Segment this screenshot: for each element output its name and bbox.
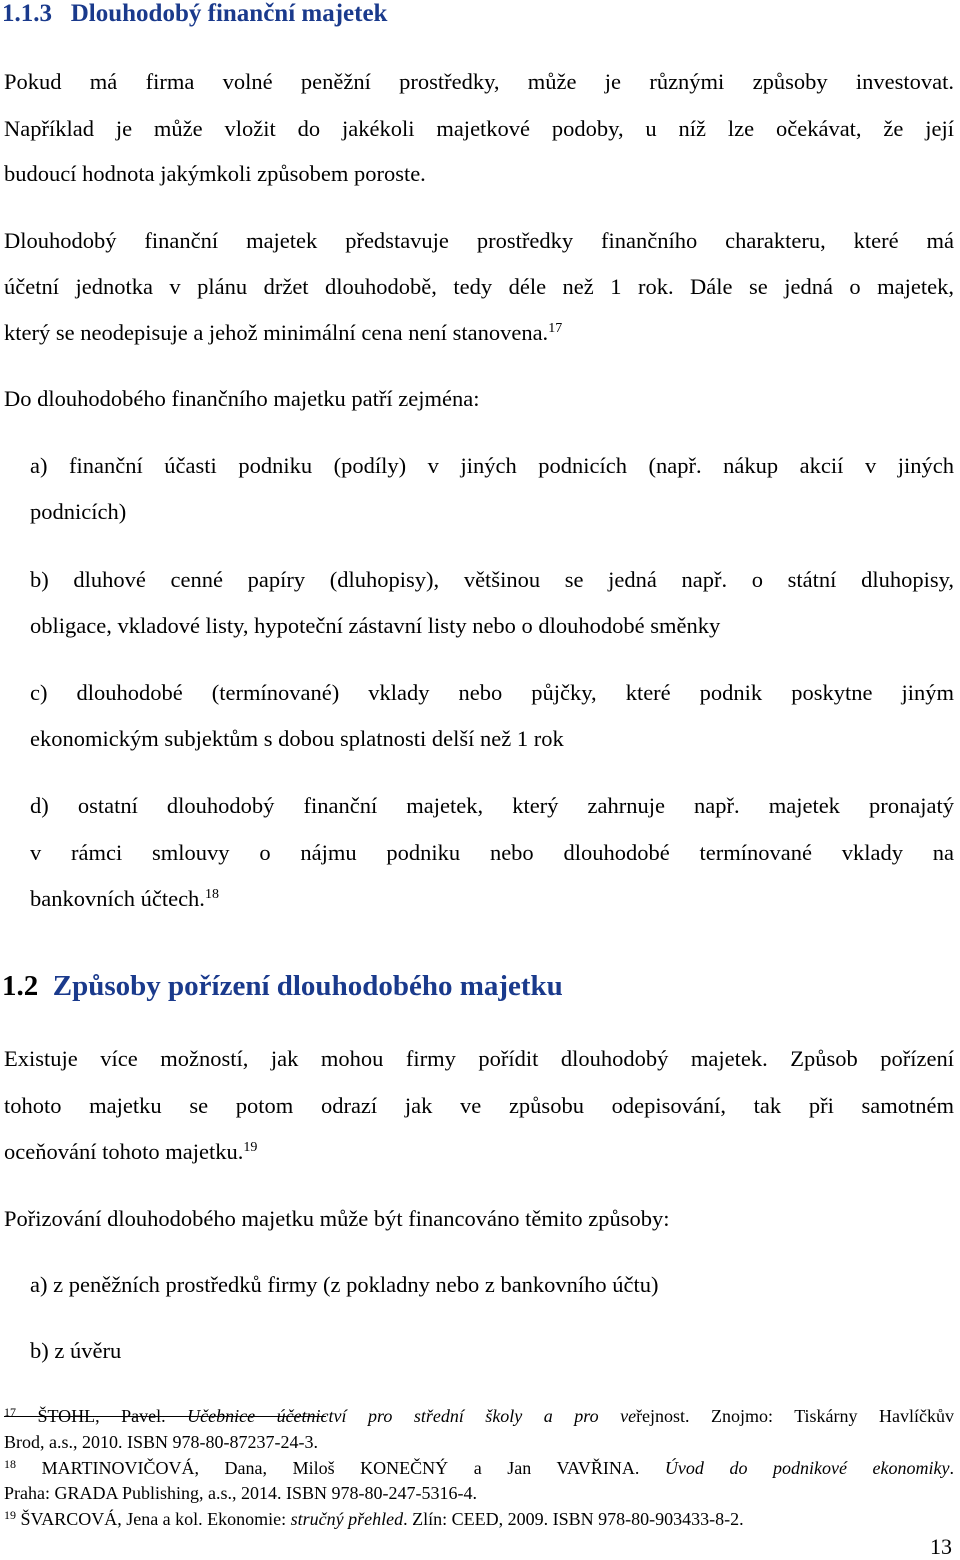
footnote-text: ŠTOHL, Pavel.	[37, 1406, 166, 1426]
list-item-line: a) finanční účasti podniku (podíly) v jiných podnicích (např. nákup akcií v jiných	[30, 453, 954, 478]
list-item-line: ekonomickým subjektům s dobou splatnosti delší než 1 rok	[30, 726, 564, 751]
paragraph-text: oceňování tohoto majetku.	[4, 1139, 244, 1164]
footnote-18	[4, 1457, 954, 1479]
list-item-line: podnicích)	[30, 499, 127, 524]
list-item-text: bankovních účtech.	[30, 886, 205, 911]
footnote-17	[4, 1405, 954, 1427]
paragraph-line: tohoto majetku se potom odrazí jak ve způsobu odepisování, tak při samotném	[4, 1093, 954, 1118]
footnote-number: 19	[4, 1508, 16, 1522]
list-item-line: a) z peněžních prostředků firmy (z pokladny nebo z bankovního účtu)	[30, 1272, 659, 1297]
footnote-text: ŠVARCOVÁ, Jena a kol. Ekonomie:	[20, 1509, 287, 1529]
paragraph-line: Pokud má firma volné peněžní prostředky, může je různými způsoby investovat.	[4, 69, 954, 94]
section-title: Dlouhodobý finanční majetek	[70, 0, 388, 27]
footnote-text: řejnost. Znojmo: Tiskárny Havlíčkův	[636, 1406, 955, 1426]
section-heading-1-1-3	[2, 0, 387, 28]
footnote-ref-17: 17	[548, 321, 563, 336]
list-item-line: b) z úvěru	[30, 1338, 122, 1363]
paragraph-line	[4, 1137, 954, 1167]
footnote-18-line2: Praha: GRADA Publishing, a.s., 2014. ISBN 978-80-247-5316-4.	[4, 1483, 477, 1503]
page-number: 13	[930, 1534, 952, 1559]
paragraph-line: Například je může vložit do jakékoli majetkové podoby, u níž lze očekávat, že její	[4, 116, 954, 141]
list-item-line	[30, 884, 954, 914]
paragraph-line: Pořizování dlouhodobého majetku může být financováno těmito způsoby:	[4, 1206, 670, 1231]
list-item-line: obligace, vkladové listy, hypoteční zástavní listy nebo o dlouhodobé směnky	[30, 613, 721, 638]
list-item-line: v rámci smlouvy o nájmu podniku nebo dlouhodobé termínované vklady na	[30, 840, 954, 865]
section-number: 1.2	[2, 970, 39, 1002]
paragraph-line	[4, 318, 954, 348]
footnote-ref-18: 18	[204, 887, 219, 902]
paragraph-text: který se neodepisuje a jehož minimální cena není stanovena.	[4, 320, 549, 345]
section-heading-1-2	[2, 970, 563, 1003]
footnote-text: . Zlín: CEED, 2009. ISBN 978-80-903433-8-2.	[403, 1509, 744, 1529]
list-item-line: b) dluhové cenné papíry (dluhopisy), většinou se jedná např. o státní dluhopisy,	[30, 567, 954, 592]
paragraph-line: účetní jednotka v plánu držet dlouhodobě, tedy déle než 1 rok. Dále se jedná o majetek,	[4, 274, 954, 299]
footnote-19	[4, 1508, 954, 1530]
list-item-line: c) dlouhodobé (termínované) vklady nebo půjčky, které podnik poskytne jiným	[30, 680, 954, 705]
footnote-text: .	[949, 1458, 954, 1478]
footnote-title: Učebnice účetnictví pro střední školy a pro ve	[187, 1406, 637, 1426]
section-title: Způsoby pořízení dlouhodobého majetku	[52, 970, 563, 1002]
section-number: 1.1.3	[2, 0, 52, 27]
footnote-number: 17	[4, 1405, 16, 1419]
footnote-text: MARTINOVIČOVÁ, Dana, Miloš KONEČNÝ a Jan VAVŘINA.	[41, 1458, 640, 1478]
paragraph-line: Dlouhodobý finanční majetek představuje prostředky finančního charakteru, které má	[4, 228, 954, 253]
footnote-ref-19: 19	[243, 1140, 258, 1155]
paragraph-line: budoucí hodnota jakýmkoli způsobem poroste.	[4, 161, 426, 186]
footnote-title: stručný přehled	[290, 1509, 404, 1529]
footnote-17-line2: Brod, a.s., 2010. ISBN 978-80-87237-24-3.	[4, 1432, 318, 1452]
paragraph-line: Existuje více možností, jak mohou firmy pořídit dlouhodobý majetek. Způsob pořízení	[4, 1046, 954, 1071]
list-item-line: d) ostatní dlouhodobý finanční majetek, který zahrnuje např. majetek pronajatý	[30, 793, 954, 818]
footnote-title: Úvod do podnikové ekonomiky	[664, 1458, 950, 1478]
footnote-number: 18	[4, 1457, 16, 1471]
paragraph-line: Do dlouhodobého finančního majetku patří zejména:	[4, 386, 480, 411]
